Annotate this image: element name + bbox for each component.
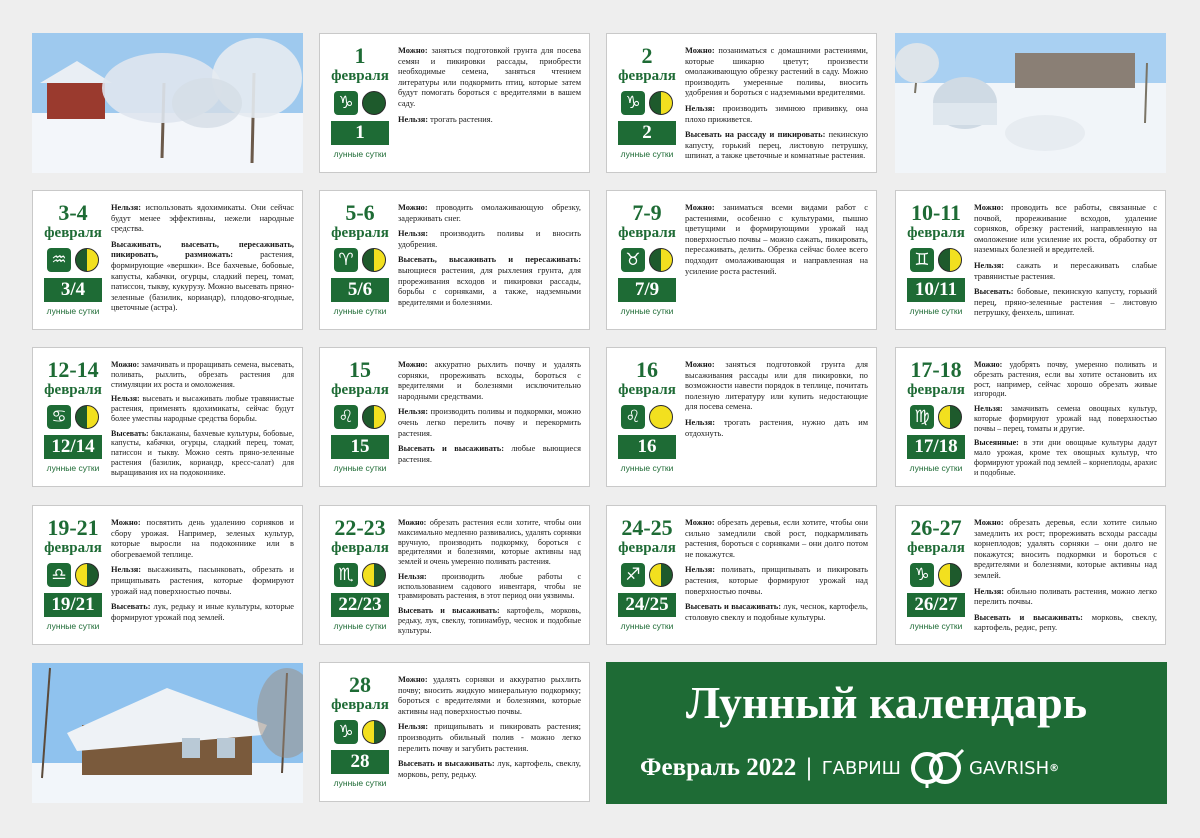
paragraph-heading: Высеянные:: [974, 438, 1019, 448]
capricorn-icon: ♑: [910, 563, 934, 587]
paragraph-heading: Нельзя:: [111, 394, 140, 404]
lunar-days-label: лунные сутки: [46, 621, 100, 631]
card-month: февраля: [907, 540, 965, 556]
lunar-days-label: лунные сутки: [620, 149, 674, 159]
day-card-15: [319, 347, 590, 487]
paragraph-heading: Нельзя:: [974, 404, 1003, 414]
moon-phase-icon: [649, 248, 673, 272]
paragraph-heading: Высевать и высаживать:: [685, 602, 782, 612]
card-date: 15: [349, 357, 371, 382]
card-date-block: [326, 512, 394, 631]
card-paragraph: [685, 130, 868, 162]
paragraph-heading: Нельзя:: [685, 565, 716, 575]
paragraph-body: производить поливы и подкормки, можно очень легко перелить почву и перекормить растения.: [398, 407, 581, 438]
lunar-day-box: 24/25: [618, 593, 676, 617]
paragraph-body: морковь, свеклу, картофель, редис, репу.: [974, 612, 1157, 633]
card-date: 17-18: [910, 357, 962, 382]
paragraph-heading: Высевать и высаживать:: [398, 444, 504, 454]
card-icons: [39, 563, 107, 587]
card-month: февраля: [331, 382, 389, 398]
day-card-3-4: [32, 190, 303, 330]
card-date: 22-23: [334, 515, 386, 540]
card-paragraph: [111, 429, 294, 478]
card-paragraph: [974, 261, 1157, 282]
lunar-day-box: 3/4: [44, 278, 102, 302]
paragraph-heading: Можно:: [974, 518, 1004, 527]
day-card-19-21: [32, 505, 303, 645]
card-paragraph: [974, 404, 1157, 433]
card-paragraph: [398, 46, 581, 110]
lunar-day-box: 7/9: [618, 278, 676, 302]
lunar-days-label: лунные сутки: [909, 306, 963, 316]
greenhouse-snow-photo: [895, 33, 1166, 173]
paragraph-body: заниматься всеми видами работ с растениями, особенно с культурами, пышно цветущими и формирующими урожай над поверхностью почвы – можно сажать, пикировать, пересаживать, делить. Обрезка сейчас более всего подходит омолаживающая и направленная на усиление роста растений.: [685, 203, 868, 276]
card-month: февраля: [44, 225, 102, 241]
card-month: февраля: [618, 540, 676, 556]
virgo-icon: ♍: [910, 405, 934, 429]
paragraph-heading: Высевать, высаживать и пересаживать:: [398, 255, 581, 265]
day-card-28: [319, 662, 590, 802]
paragraph-heading: Нельзя:: [685, 103, 716, 113]
moon-phase-icon: [75, 563, 99, 587]
card-date-block: [39, 512, 107, 631]
card-paragraph: [974, 287, 1157, 319]
card-text: [685, 360, 868, 444]
paragraph-heading: Можно:: [685, 518, 715, 527]
card-date-block: [326, 40, 394, 159]
card-date-block: [902, 354, 970, 473]
day-card-26-27: [895, 505, 1166, 645]
card-paragraph: [974, 438, 1157, 477]
moon-phase-icon: [362, 248, 386, 272]
paragraph-heading: Можно:: [111, 518, 141, 527]
card-paragraph: [111, 240, 294, 314]
card-date-block: [902, 197, 970, 316]
card-paragraph: [398, 518, 581, 567]
card-icons: [39, 405, 107, 429]
aries-icon: ♈: [334, 248, 358, 272]
paragraph-body: трогать растения, нужно дать им отдохнуть.: [685, 417, 868, 438]
card-date-block: [39, 354, 107, 473]
paragraph-heading: Нельзя:: [111, 565, 142, 575]
card-date: 24-25: [621, 515, 673, 540]
lunar-days-label: лунные сутки: [333, 463, 387, 473]
card-text: [974, 203, 1157, 324]
paragraph-heading: Высаживать, высевать, пересаживать, пикировать, размножать:: [111, 239, 294, 260]
card-paragraph: [111, 394, 294, 423]
paragraph-heading: Высевать:: [111, 428, 149, 438]
paragraph-heading: Нельзя:: [398, 229, 429, 239]
card-icons: [326, 248, 394, 272]
lunar-days-label: лунные сутки: [909, 621, 963, 631]
paragraph-body: заняться подготовкой грунта для высаживания рассады или для пикировки, по возможности навести порядок в теплице, почитать полезную литературу или купить недостающие для посева семена.: [685, 360, 868, 412]
winter-garden-photo: [32, 33, 303, 173]
brand-en: GAVRISH: [968, 757, 1050, 779]
card-paragraph: [685, 418, 868, 439]
paragraph-heading: Нельзя:: [398, 571, 427, 581]
aquarius-icon: ♒: [47, 248, 71, 272]
lunar-day-box: 12/14: [44, 435, 102, 459]
card-month: февраля: [331, 225, 389, 241]
card-icons: [326, 405, 394, 429]
lunar-days-label: лунные сутки: [333, 306, 387, 316]
paragraph-heading: Можно:: [398, 518, 427, 527]
day-card-17-18: [895, 347, 1166, 487]
card-icons: [613, 563, 681, 587]
paragraph-heading: Можно:: [685, 203, 715, 212]
registered-mark: ®: [1049, 762, 1060, 774]
brand-ru: ГАВРИШ: [821, 757, 901, 779]
card-date: 16: [636, 357, 658, 382]
card-paragraph: [398, 444, 581, 465]
snowy-house-photo: [32, 663, 303, 803]
lunar-day-box: 10/11: [907, 278, 965, 302]
paragraph-body: поливать, прищипывать и пикировать растения, которые формируют урожай над поверхностью почвы.: [685, 565, 868, 596]
card-date: 28: [349, 672, 371, 697]
card-date-block: [39, 197, 107, 316]
card-date-block: [326, 354, 394, 473]
card-text: [111, 518, 294, 628]
moon-phase-icon: [938, 563, 962, 587]
paragraph-body: лук, картофель, свеклу, морковь, репу, редьку.: [398, 759, 581, 779]
leo-icon: ♌: [334, 405, 358, 429]
card-icons: [902, 248, 970, 272]
card-paragraph: [398, 115, 581, 126]
paragraph-heading: Можно:: [398, 46, 428, 55]
paragraph-heading: Можно:: [685, 46, 715, 55]
card-paragraph: [398, 675, 581, 717]
card-paragraph: [974, 518, 1157, 582]
card-paragraph: [111, 360, 294, 389]
paragraph-body: обрезать деревья, если хотите, чтобы они сильно замедлили свой рост, подкармливать растения, бороться с сорняками – они долго потом не покажутся.: [685, 518, 868, 559]
paragraph-body: выющиеся растения, для рыхления грунта, для прореживания всходов и пикировки рассады, борьбы с сорняками, а также, надземными вредителями и болезнями.: [398, 265, 581, 307]
card-paragraph: [398, 203, 581, 224]
banner-title: Лунный календарь: [685, 677, 1088, 728]
card-paragraph: [974, 587, 1157, 608]
lunar-day-box: 1: [331, 121, 389, 145]
paragraph-body: производить зимнюю прививку, она плохо приживется.: [685, 103, 868, 124]
card-text: [398, 203, 581, 313]
lunar-days-label: лунные сутки: [620, 463, 674, 473]
card-text: [974, 360, 1157, 482]
card-text: [111, 203, 294, 319]
paragraph-body: высевать и высаживать любые травянистые растения, применять ядохимикаты, сейчас будут более уместны народные средства борьбы.: [111, 394, 294, 423]
paragraph-body: баклажаны, бахчевые культуры, бобовые, капусты, кабачки, огурцы, сладкий перец, томат, патиссон и тыкву. Можно сеять пряно-зеленные растения (базилик, кориандр, кресс-салат) для выращивания их на подоконнике.: [111, 428, 294, 477]
card-paragraph: [111, 518, 294, 560]
card-text: [398, 360, 581, 470]
day-card-2: [606, 33, 877, 173]
lunar-day-box: 15: [331, 435, 389, 459]
card-icons: [39, 248, 107, 272]
moon-phase-icon: [938, 405, 962, 429]
card-text: [974, 518, 1157, 639]
paragraph-heading: Высевать:: [111, 602, 151, 612]
card-icons: [326, 720, 394, 744]
card-date: 2: [641, 43, 653, 68]
card-date-block: [613, 40, 681, 159]
card-month: февраля: [331, 697, 389, 713]
capricorn-icon: ♑: [621, 91, 645, 115]
card-month: февраля: [618, 68, 676, 84]
paragraph-body: удобрять почву, умеренно поливать и обрезать растения, если вы хотите остановить их рост, например, сейчас хорошо обрезать живые изгороди.: [974, 360, 1157, 399]
card-paragraph: [974, 360, 1157, 399]
card-date: 19-21: [47, 515, 99, 540]
card-date-block: [326, 669, 394, 788]
paragraph-heading: Высевать и высаживать:: [398, 606, 500, 616]
card-paragraph: [974, 203, 1157, 256]
capricorn-icon: ♑: [334, 91, 358, 115]
paragraph-body: производить поливы и вносить удобрения.: [398, 229, 581, 249]
card-icons: [613, 405, 681, 429]
card-date-block: [613, 197, 681, 316]
paragraph-body: любые выющиеся растения.: [398, 444, 581, 464]
paragraph-body: производить любые работы с использованием садового инвентаря, чтобы не травмировать растения, в этот период они уязвимы.: [398, 571, 581, 601]
lunar-days-label: лунные сутки: [620, 621, 674, 631]
libra-icon: ♎: [47, 563, 71, 587]
day-card-7-9: [606, 190, 877, 330]
card-text: [685, 518, 868, 628]
day-card-5-6: [319, 190, 590, 330]
card-icons: [613, 248, 681, 272]
paragraph-heading: Высевать и высаживать:: [398, 759, 495, 769]
card-paragraph: [685, 602, 868, 623]
day-card-22-23: [319, 505, 590, 645]
capricorn-icon: ♑: [334, 720, 358, 744]
paragraph-body: проводить омолаживающую обрезку, задерживать снег.: [398, 203, 581, 223]
paragraph-body: замачивать и проращивать семена, высевать, поливать, рыхлить, обрезать растения для стимуляции их роста и омоложения.: [111, 360, 294, 389]
moon-phase-icon: [362, 720, 386, 744]
card-date-block: [902, 512, 970, 631]
card-month: февраля: [907, 225, 965, 241]
lunar-day-box: 19/21: [44, 593, 102, 617]
card-paragraph: [111, 565, 294, 597]
lunar-day-box: 5/6: [331, 278, 389, 302]
card-icons: [902, 405, 970, 429]
paragraph-heading: Нельзя:: [974, 260, 1005, 270]
calendar-banner: [606, 662, 1167, 804]
paragraph-heading: Нельзя:: [974, 586, 1005, 596]
paragraph-body: удалять сорняки и аккуратно рыхлить почву; вносить жидкую минеральную подкормку; бороться с вредителями и болезнями, которые активны над поверхностью почвы.: [398, 675, 581, 716]
card-month: февраля: [331, 68, 389, 84]
paragraph-body: заняться подготовкой грунта для посева семян и пикировки рассады, приобрести необходимые семена, заняться чтением литературы или подкормить птиц, которые затем будут помогать бороться с вредителями в вашем саду.: [398, 46, 581, 108]
card-paragraph: [398, 606, 581, 635]
day-card-16: [606, 347, 877, 487]
paragraph-heading: Высевать и высаживать:: [974, 612, 1083, 622]
paragraph-body: трогать растения.: [428, 114, 493, 124]
paragraph-body: растения, формирующие «вершки». Все бахчевые, бобовые, капусты, кабачки, огурцы, сладкий перец, томат, патиссон, тыкву, кукурузу. Можно высевать пряно-зеленные (базилик, кориандр), плодово-ягодные, цветочные (астра).: [111, 250, 294, 313]
card-paragraph: [398, 722, 581, 754]
paragraph-body: лук, чеснок, картофель, столовую свеклу и подобные культуры.: [685, 602, 868, 622]
card-date-block: [326, 197, 394, 316]
card-paragraph: [685, 203, 868, 277]
paragraph-body: бобовые, пекинскую капусту, горький перец, пряно-зеленные растения – листовую петрушку, фенхель, шпинат.: [974, 287, 1157, 318]
paragraph-body: обрезать растения если хотите, чтобы они максимально медленно развивались, удалять сорняки вручную, производить подкормку, бороться с вредителями и болезнями, которые активны над землей и очень умеренно поливать растения.: [398, 518, 581, 567]
paragraph-body: лук, редьку и иные культуры, которые формируют урожай под землей.: [111, 602, 294, 622]
lunar-day-box: 2: [618, 121, 676, 145]
lunar-days-label: лунные сутки: [333, 621, 387, 631]
day-card-10-11: [895, 190, 1166, 330]
card-date: 7-9: [632, 200, 662, 225]
moon-phase-icon: [75, 248, 99, 272]
lunar-days-label: лунные сутки: [620, 306, 674, 316]
card-paragraph: [398, 759, 581, 780]
moon-phase-icon: [649, 405, 673, 429]
lunar-day-box: 26/27: [907, 593, 965, 617]
card-paragraph: [685, 360, 868, 413]
card-paragraph: [111, 602, 294, 623]
card-date: 10-11: [910, 200, 962, 225]
paragraph-heading: Высевать на рассаду и пикировать:: [685, 130, 826, 140]
moon-phase-icon: [362, 563, 386, 587]
paragraph-heading: Можно:: [111, 360, 140, 369]
paragraph-body: обильно поливать растения, можно легко перелить почвы.: [974, 586, 1157, 607]
card-date-block: [613, 512, 681, 631]
banner-subtitle: [640, 748, 1059, 788]
moon-phase-icon: [362, 91, 386, 115]
paragraph-body: замачивать семена овощных культур, которые формируют урожай над поверхностью почвы – перец, томаты и другие.: [974, 404, 1157, 433]
card-text: [111, 360, 294, 482]
paragraph-body: аккуратно рыхлить почву и удалять сорняки, прореживать всходы, бороться с вредителями и болезнями исключительно народными средствами.: [398, 360, 581, 401]
moon-phase-icon: [938, 248, 962, 272]
paragraph-heading: Можно:: [974, 360, 1003, 369]
card-date-block: [613, 354, 681, 473]
card-paragraph: [398, 360, 581, 402]
card-paragraph: [398, 407, 581, 439]
paragraph-heading: Нельзя:: [398, 722, 429, 732]
card-paragraph: [685, 518, 868, 560]
card-paragraph: [398, 255, 581, 308]
card-icons: [902, 563, 970, 587]
paragraph-body: пекинскую капусту, горький перец, листовую петрушку, шпинат, а также цветочные и комнатные растения.: [685, 130, 869, 161]
scorpio-icon: ♏: [334, 563, 358, 587]
lunar-day-box: 22/23: [331, 593, 389, 617]
paragraph-body: высаживать, пасынковать, обрезать и прищипывать растения, которые формируют урожай над поверхностью почвы.: [111, 565, 294, 596]
paragraph-body: прищипывать и пикировать растения; производить обильный полив - можно легко перелить почву и загубить растения.: [398, 722, 581, 753]
card-paragraph: [685, 104, 868, 125]
paragraph-heading: Можно:: [398, 203, 428, 212]
gavrish-logo-icon: [905, 748, 965, 788]
banner-month: Февраль 2022: [640, 754, 797, 781]
card-date: 3-4: [58, 200, 88, 225]
cancer-icon: ♋: [47, 405, 71, 429]
card-date: 5-6: [345, 200, 375, 225]
paragraph-heading: Можно:: [398, 360, 428, 369]
gemini-icon: ♊: [910, 248, 934, 272]
card-month: февраля: [907, 382, 965, 398]
paragraph-body: обрезать деревья, если хотите сильно замедлить их рост; прореживать всходы рассады корнеплодов; удалять сорняки – они долго не покажутся; вносить подкормки и бороться с вредителями и болезнями, которые активны над землей.: [974, 518, 1157, 580]
card-paragraph: [685, 46, 868, 99]
card-paragraph: [111, 203, 294, 235]
lunar-days-label: лунные сутки: [46, 463, 100, 473]
moon-phase-icon: [649, 563, 673, 587]
moon-phase-icon: [75, 405, 99, 429]
card-icons: [613, 91, 681, 115]
card-month: февраля: [44, 382, 102, 398]
card-date: 1: [354, 43, 366, 68]
card-icons: [326, 563, 394, 587]
paragraph-heading: Нельзя:: [398, 114, 429, 124]
paragraph-body: позаниматься с домашними растениями, которые шикарно цветут; произвести омолаживающую обрезку растений в саду. Можно производить умеренные поливы, вносить удобрения и бороться с надземными вредителями.: [685, 46, 868, 98]
card-icons: [326, 91, 394, 115]
paragraph-heading: Можно:: [685, 360, 715, 369]
lunar-days-label: лунные сутки: [333, 149, 387, 159]
card-paragraph: [974, 613, 1157, 634]
leo-icon: ♌: [621, 405, 645, 429]
day-card-24-25: [606, 505, 877, 645]
card-paragraph: [685, 565, 868, 597]
lunar-days-label: лунные сутки: [46, 306, 100, 316]
card-paragraph: [398, 572, 581, 601]
paragraph-body: посвятить день удалению сорняков и сбору урожая. Например, зеленых культур, которые выросли на подоконнике или в обогреваемой теплице.: [111, 518, 294, 559]
lunar-day-box: 28: [331, 750, 389, 774]
paragraph-body: в эти дни овощные культуры дадут мало урожая, кроме тех овощных культур, что формируют урожай под землей – корнеплоды, арахис и подобные.: [974, 438, 1157, 477]
paragraph-body: картофель, морковь, редьку, лук, свеклу, топинамбур, чеснок и подобные культуры.: [398, 606, 581, 635]
day-card-1: [319, 33, 590, 173]
card-text: [685, 203, 868, 282]
lunar-day-box: 17/18: [907, 435, 965, 459]
card-text: [398, 46, 581, 130]
paragraph-heading: Можно:: [974, 203, 1004, 212]
lunar-day-box: 16: [618, 435, 676, 459]
card-month: февраля: [618, 382, 676, 398]
card-text: [398, 518, 581, 640]
card-date: 26-27: [910, 515, 962, 540]
paragraph-body: сажать и пересаживать слабые травянистые растения.: [974, 260, 1157, 281]
card-month: февраля: [618, 225, 676, 241]
paragraph-heading: Нельзя:: [398, 407, 429, 417]
lunar-days-label: лунные сутки: [333, 778, 387, 788]
moon-phase-icon: [649, 91, 673, 115]
card-paragraph: [398, 229, 581, 250]
paragraph-body: проводить все работы, связанные с почвой, прореживание всходов, удаление сорняков, обрезку растений, направленную на омоложение или усиление их роста, обработку от наземных болезней и вредителей.: [974, 203, 1157, 255]
card-month: февраля: [44, 540, 102, 556]
taurus-icon: ♉: [621, 248, 645, 272]
lunar-days-label: лунные сутки: [909, 463, 963, 473]
paragraph-body: использовать ядохимикаты. Они сейчас будут менее эффективны, нежели народные средства.: [111, 203, 294, 234]
moon-phase-icon: [362, 405, 386, 429]
paragraph-heading: Можно:: [398, 675, 428, 684]
card-text: [685, 46, 868, 167]
card-month: февраля: [331, 540, 389, 556]
paragraph-heading: Нельзя:: [111, 203, 142, 212]
banner-separator: |: [806, 754, 812, 781]
paragraph-heading: Нельзя:: [685, 417, 716, 427]
day-card-12-14: [32, 347, 303, 487]
card-text: [398, 675, 581, 785]
sagittarius-icon: ♐: [621, 563, 645, 587]
paragraph-heading: Высевать:: [974, 287, 1014, 297]
card-date: 12-14: [47, 357, 99, 382]
